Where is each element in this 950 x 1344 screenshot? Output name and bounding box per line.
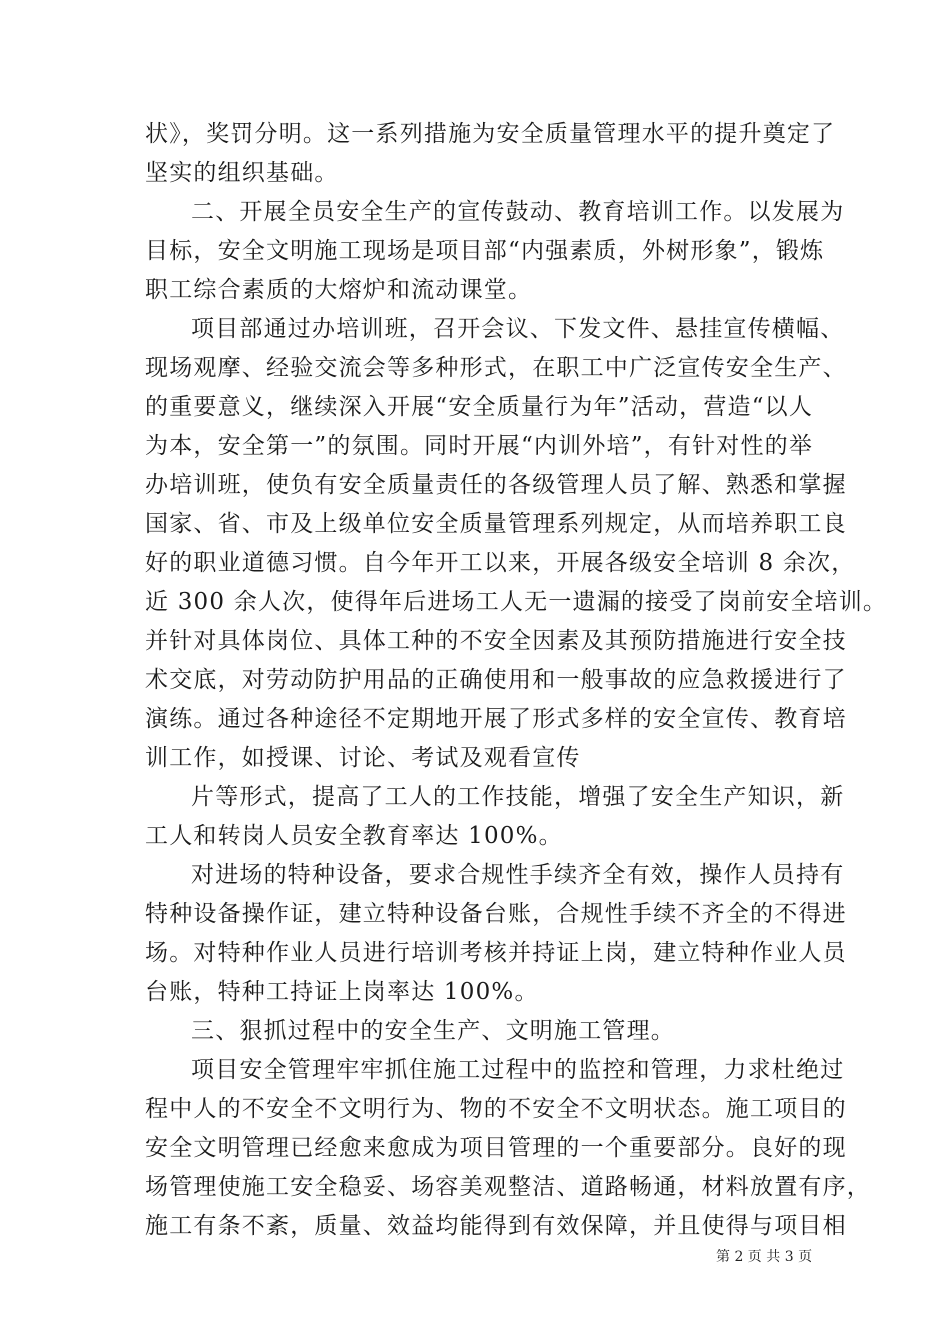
text-line: 场。对特种作业人员进行培训考核并持证上岗，建立特种作业人员 — [145, 940, 847, 966]
body-text — [145, 115, 888, 1246]
text-line: 演练。通过各种途径不定期地开展了形式多样的安全宣传、教育培 — [145, 706, 847, 732]
text-line: 目标，安全文明施工现场是项目部“内强素质，外树形象”，锻炼 — [145, 238, 825, 264]
text-line: 三、狠抓过程中的安全生产、文明施工管理。 — [191, 1018, 675, 1044]
text-line: 项目安全管理牢牢抓住施工过程中的监控和管理，力求杜绝过 — [191, 1057, 845, 1083]
text-line: 施工有条不紊，质量、效益均能得到有效保障，并且使得与项目相 — [145, 1213, 847, 1239]
text-line: 办培训班，使负有安全质量责任的各级管理人员了解、熟悉和掌握 — [145, 472, 847, 498]
text-line: 好的职业道德习惯。自今年开工以来，开展各级安全培训 8 余次， — [145, 550, 856, 576]
text-line: 安全文明管理已经愈来愈成为项目管理的一个重要部分。良好的现 — [145, 1135, 847, 1161]
text-line: 近 300 余人次，使得年后进场工人无一遗漏的接受了岗前安全培训。 — [145, 589, 888, 615]
text-line: 特种设备操作证，建立特种设备台账，合规性手续不齐全的不得进 — [145, 901, 847, 927]
text-line: 国家、省、市及上级单位安全质量管理系列规定，从而培养职工良 — [145, 511, 847, 537]
text-line: 项目部通过办培训班，召开会议、下发文件、悬挂宣传横幅、 — [191, 316, 845, 342]
text-line: 训工作，如授课、讨论、考试及观看宣传 — [145, 745, 581, 771]
text-line: 二、开展全员安全生产的宣传鼓动、教育培训工作。以发展为 — [191, 199, 845, 225]
page-number: 第 2 页 共 3 页 — [716, 1249, 813, 1265]
text-line: 片等形式，提高了工人的工作技能，增强了安全生产知识，新 — [191, 784, 845, 810]
text-line: 场管理使施工安全稳妥、场容美观整洁、道路畅通，材料放置有序， — [145, 1174, 871, 1200]
text-line: 工人和转岗人员安全教育率达 100%。 — [145, 823, 563, 849]
text-line: 台账，特种工持证上岗率达 100%。 — [145, 979, 539, 1005]
text-line: 并针对具体岗位、具体工种的不安全因素及其预防措施进行安全技 — [145, 628, 847, 654]
text-line: 术交底，对劳动防护用品的正确使用和一般事故的应急救援进行了 — [145, 667, 847, 693]
text-line: 对进场的特种设备，要求合规性手续齐全有效，操作人员持有 — [191, 862, 845, 888]
text-line: 现场观摩、经验交流会等多种形式，在职工中广泛宣传安全生产、 — [145, 355, 847, 381]
text-line: 状》，奖罚分明。这一系列措施为安全质量管理水平的提升奠定了 — [145, 121, 836, 147]
text-line: 职工综合素质的大熔炉和流动课堂。 — [145, 277, 533, 303]
text-line: 程中人的不安全不文明行为、物的不安全不文明状态。施工项目的 — [145, 1096, 847, 1122]
text-line: 坚实的组织基础。 — [145, 160, 339, 186]
text-line: 的重要意义，继续深入开展“安全质量行为年”活动，营造“以人 — [145, 394, 814, 420]
text-line: 为本，安全第一”的氛围。同时开展“内训外培”，有针对性的举 — [145, 433, 814, 459]
